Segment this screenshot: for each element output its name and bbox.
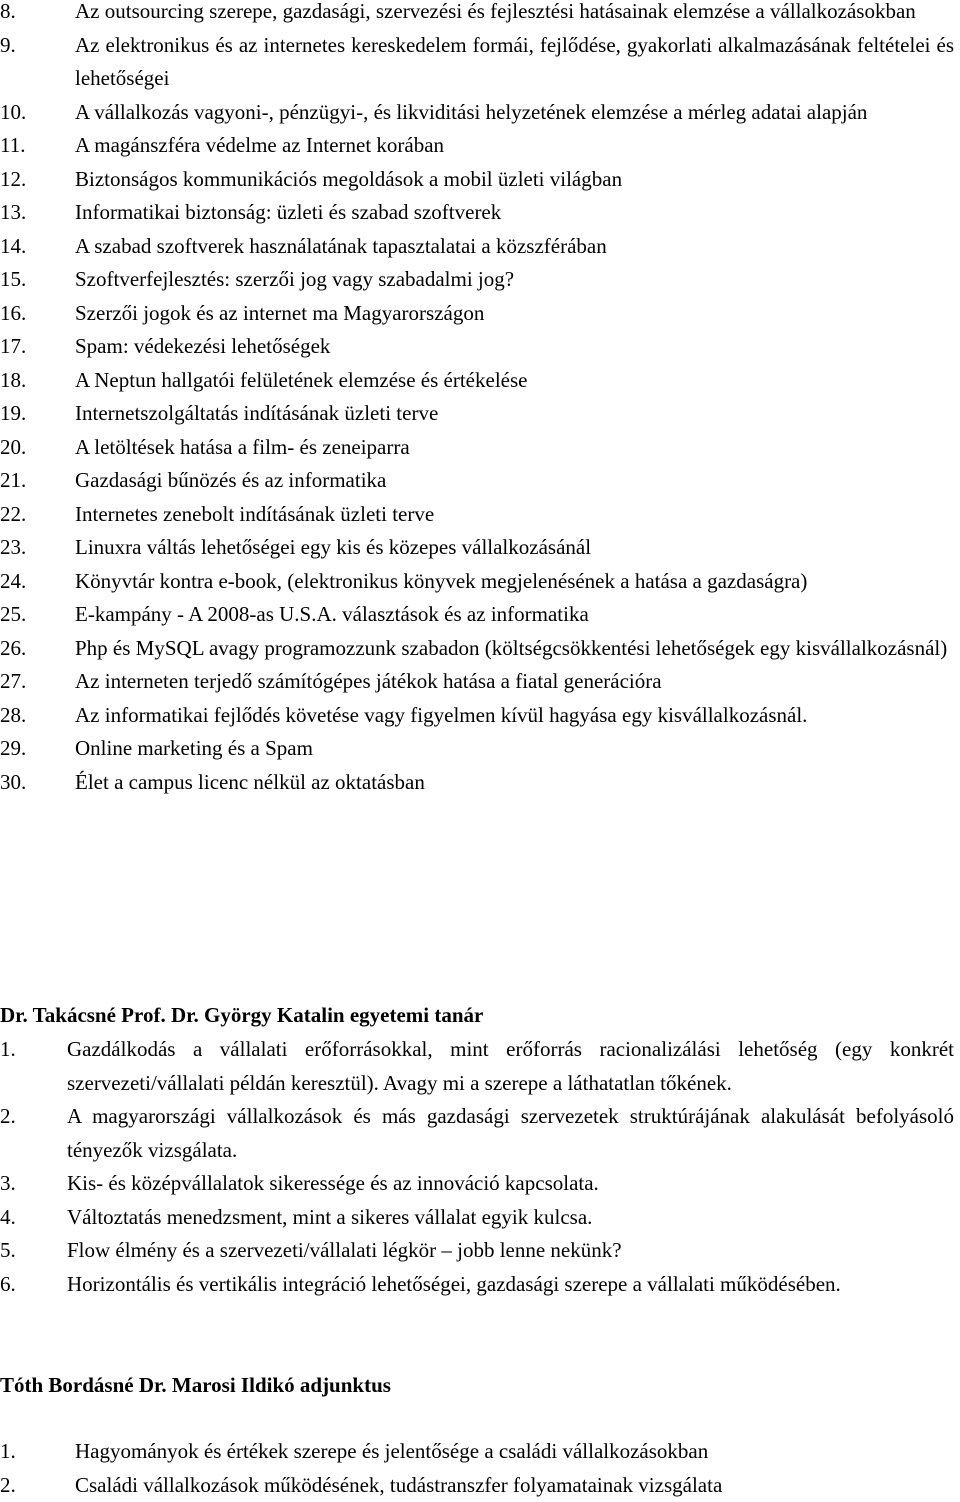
- item-text: Szerzői jogok és az internet ma Magyarországon: [75, 297, 960, 331]
- item-text: E-kampány - A 2008-as U.S.A. választások és az informatika: [75, 598, 960, 632]
- item-text: Változtatás menedzsment, mint a sikeres vállalat egyik kulcsa.: [67, 1201, 960, 1235]
- item-number: 28.: [0, 699, 75, 733]
- item-text: Az informatikai fejlődés követése vagy figyelmen kívül hagyása egy kisvállalkozásnál.: [75, 699, 960, 733]
- item-text: Könyvtár kontra e-book, (elektronikus könyvek megjelenésének a hatása a gazdaságra): [75, 565, 960, 599]
- item-text: Spam: védekezési lehetőségek: [75, 330, 960, 364]
- item-number: 14.: [0, 230, 75, 264]
- list-item: [0, 1268, 960, 1302]
- list-item: [0, 330, 960, 364]
- list-item: [0, 565, 960, 599]
- item-text: A magyarországi vállalkozások és más gazdasági szervezetek struktúrájának alakulását befolyásoló tényezők vizsgálata.: [67, 1100, 960, 1167]
- list-item: [0, 163, 960, 197]
- item-number: 22.: [0, 498, 75, 532]
- item-text: A magánszféra védelme az Internet korában: [75, 129, 960, 163]
- item-number: 25.: [0, 598, 75, 632]
- supervisor-heading-takacsne: Dr. Takácsné Prof. Dr. György Katalin egyetemi tanár: [0, 1000, 483, 1030]
- list-item: [0, 230, 960, 264]
- item-text: Élet a campus licenc nélkül az oktatásban: [75, 766, 960, 800]
- list-item: [0, 129, 960, 163]
- list-item: [0, 196, 960, 230]
- list-item: [0, 1033, 960, 1100]
- item-text: Gazdálkodás a vállalati erőforrásokkal, mint erőforrás racionalizálási lehetőség (egy konkrét szervezeti/vállalati példán keresztül). Avagy mi a szerepe a láthatatlan tőkének.: [67, 1033, 960, 1100]
- item-number: 13.: [0, 196, 75, 230]
- item-text: Családi vállalkozások működésének, tudástranszfer folyamatainak vizsgálata: [75, 1469, 960, 1502]
- item-number: 20.: [0, 431, 75, 465]
- list-item: [0, 1435, 960, 1469]
- item-number: 24.: [0, 565, 75, 599]
- list-item: [0, 1234, 960, 1268]
- item-text: Az outsourcing szerepe, gazdasági, szervezési és fejlesztési hatásainak elemzése a vállalkozásokban: [75, 0, 960, 29]
- item-number: 12.: [0, 163, 75, 197]
- item-number: 10.: [0, 96, 75, 130]
- item-text: Online marketing és a Spam: [75, 732, 960, 766]
- list-item: [0, 699, 960, 733]
- item-text: Internetes zenebolt indításának üzleti terve: [75, 498, 960, 532]
- item-text: Hagyományok és értékek szerepe és jelentősége a családi vállalkozásokban: [75, 1435, 960, 1469]
- item-text: Php és MySQL avagy programozzunk szabadon (költségcsökkentési lehetőségek egy kisvállalkozásnál): [75, 632, 960, 666]
- item-number: 18.: [0, 364, 75, 398]
- topic-list-2: [0, 1033, 960, 1301]
- item-number: 26.: [0, 632, 75, 666]
- item-number: 29.: [0, 732, 75, 766]
- item-number: 30.: [0, 766, 75, 800]
- item-text: A letöltések hatása a film- és zeneiparra: [75, 431, 960, 465]
- item-number: 17.: [0, 330, 75, 364]
- supervisor-heading-toth-bordasne: Tóth Bordásné Dr. Marosi Ildikó adjunktus: [0, 1370, 391, 1400]
- item-number: 3.: [0, 1167, 67, 1201]
- item-text: Informatikai biztonság: üzleti és szabad szoftverek: [75, 196, 960, 230]
- list-item: [0, 665, 960, 699]
- item-text: Gazdasági bűnözés és az informatika: [75, 464, 960, 498]
- item-text: A Neptun hallgatói felületének elemzése és értékelése: [75, 364, 960, 398]
- item-text: Flow élmény és a szervezeti/vállalati légkör – jobb lenne nekünk?: [67, 1234, 960, 1268]
- item-number: 9.: [0, 29, 75, 63]
- item-text: Biztonságos kommunikációs megoldások a mobil üzleti világban: [75, 163, 960, 197]
- list-item: [0, 1167, 960, 1201]
- list-item: [0, 297, 960, 331]
- list-item: [0, 29, 960, 96]
- list-item: [0, 431, 960, 465]
- list-item: [0, 0, 960, 29]
- list-item: [0, 1469, 960, 1502]
- item-number: 2.: [0, 1100, 67, 1134]
- list-item: [0, 531, 960, 565]
- item-number: 16.: [0, 297, 75, 331]
- item-text: Horizontális és vertikális integráció lehetőségei, gazdasági szerepe a vállalati működésében.: [67, 1268, 960, 1302]
- list-item: [0, 732, 960, 766]
- item-text: A szabad szoftverek használatának tapasztalatai a közszférában: [75, 230, 960, 264]
- item-number: 1.: [0, 1435, 75, 1469]
- list-item: [0, 397, 960, 431]
- item-text: A vállalkozás vagyoni-, pénzügyi-, és likviditási helyzetének elemzése a mérleg adatai alapján: [75, 96, 960, 130]
- item-number: 21.: [0, 464, 75, 498]
- list-item: [0, 598, 960, 632]
- item-text: Internetszolgáltatás indításának üzleti terve: [75, 397, 960, 431]
- item-number: 15.: [0, 263, 75, 297]
- list-item: [0, 96, 960, 130]
- item-text: Szoftverfejlesztés: szerzői jog vagy szabadalmi jog?: [75, 263, 960, 297]
- topic-list-3: [0, 1435, 960, 1502]
- item-text: Az elektronikus és az internetes kereskedelem formái, fejlődése, gyakorlati alkalmazásának feltételei és lehetőségei: [75, 29, 960, 96]
- item-number: 5.: [0, 1234, 67, 1268]
- item-text: Kis- és középvállalatok sikeressége és az innováció kapcsolata.: [67, 1167, 960, 1201]
- list-item: [0, 464, 960, 498]
- list-item: [0, 263, 960, 297]
- item-text: Az interneten terjedő számítógépes játékok hatása a fiatal generációra: [75, 665, 960, 699]
- item-number: 19.: [0, 397, 75, 431]
- item-number: 11.: [0, 129, 75, 163]
- list-item: [0, 364, 960, 398]
- list-item: [0, 632, 960, 666]
- item-text: Linuxra váltás lehetőségei egy kis és közepes vállalkozásánál: [75, 531, 960, 565]
- item-number: 8.: [0, 0, 75, 29]
- list-item: [0, 1201, 960, 1235]
- item-number: 6.: [0, 1268, 67, 1302]
- list-item: [0, 498, 960, 532]
- list-item: [0, 766, 960, 800]
- item-number: 23.: [0, 531, 75, 565]
- item-number: 4.: [0, 1201, 67, 1235]
- list-item: [0, 1100, 960, 1167]
- item-number: 1.: [0, 1033, 67, 1067]
- item-number: 2.: [0, 1469, 75, 1502]
- item-number: 27.: [0, 665, 75, 699]
